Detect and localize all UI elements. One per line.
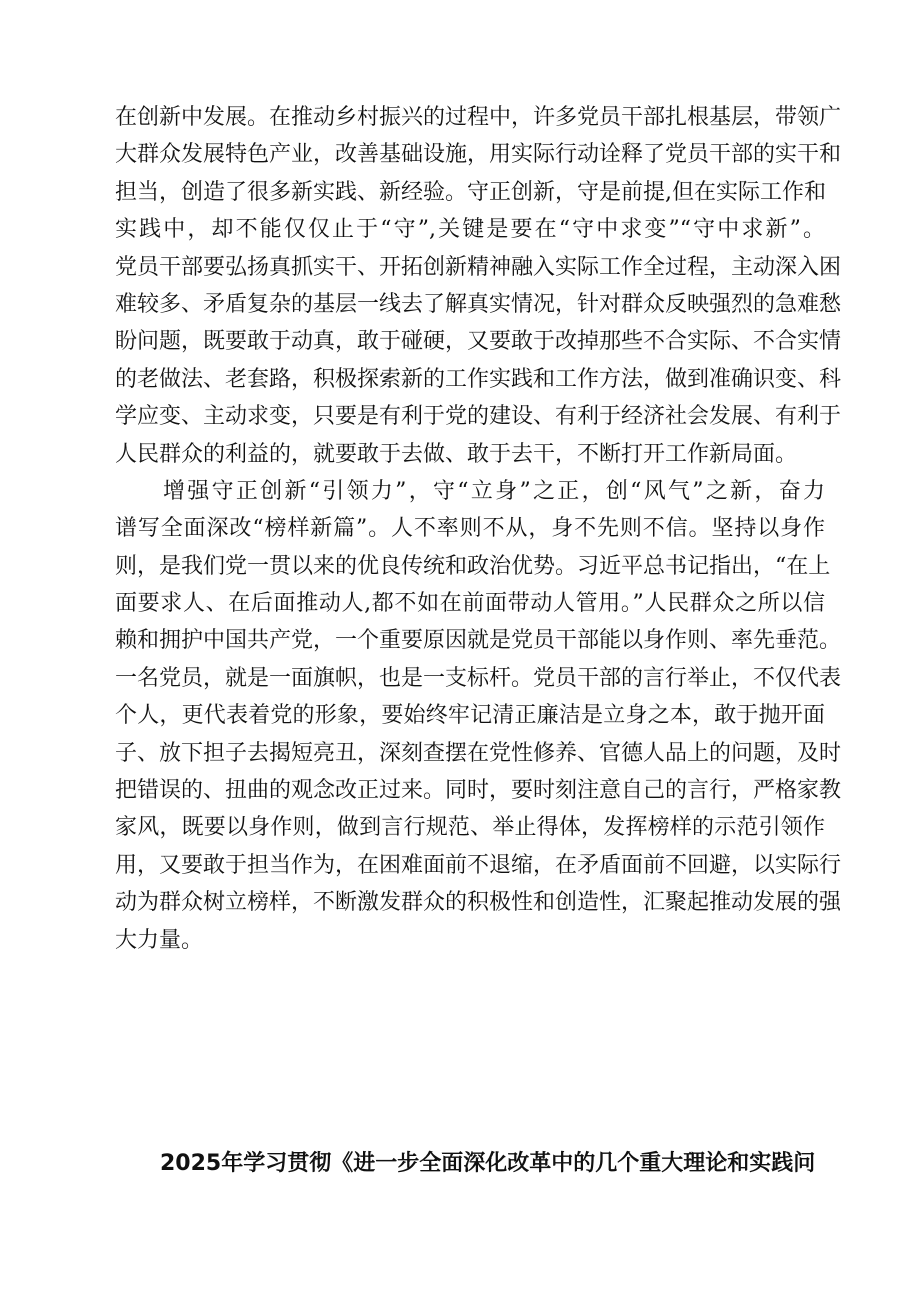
paragraph-line: 党员干部要弘扬真抓实干、开拓创新精神融入实际工作全过程，主动深入困 (115, 254, 842, 280)
paragraph-line: 难较多、矛盾复杂的基层一线去了解真实情况，针对群众反映强烈的急难愁 (115, 291, 842, 317)
paragraph-1 (115, 99, 842, 473)
paragraph-line: 一名党员，就是一面旗帜，也是一支标杆。党员干部的言行举止，不仅代表 (115, 665, 842, 691)
paragraph-line: 动为群众树立榜样，不断激发群众的积极性和创造性，汇聚起推动发展的强 (115, 890, 842, 916)
paragraph-line: 面要求人、在后面推动人,都不如在前面带动人管用。”人民群众之所以信 (115, 591, 825, 617)
paragraph-line: 大群众发展特色产业，改善基础设施，用实际行动诠释了党员干部的实干和 (115, 142, 842, 168)
paragraph-line: 人民群众的利益的，就要敢于去做、敢于去干，不断打开工作新局面。 (115, 441, 798, 467)
paragraph-line: 大力量。 (115, 927, 204, 953)
paragraph-line: 担当，创造了很多新实践、新经验。守正创新，守是前提,但在实际工作和 (115, 179, 826, 205)
paragraph-line: 把错误的、扭曲的观念改正过来。同时，要时刻注意自己的言行，严格家教 (115, 778, 842, 804)
paragraph-line: 则，是我们党一贯以来的优良传统和政治优势。习近平总书记指出，“在上 (115, 553, 831, 579)
paragraph-line: 个人，更代表着党的形象，要始终牢记清正廉洁是立身之本，敢于抛开面 (115, 703, 825, 729)
paragraph-line: 家风，既要以身作则，做到言行规范、举止得体，发挥榜样的示范引领作 (115, 815, 825, 841)
section-heading: 2025年学习贯彻《进一步全面深化改革中的几个重大理论和实践问 (160, 1151, 816, 1176)
body-text (115, 99, 842, 959)
paragraph-line: 赖和拥护中国共产党，一个重要原因就是党员干部能以身作则、率先垂范。 (115, 628, 842, 654)
paragraph-line: 子、放下担子去揭短亮丑，深刻查摆在党性修养、官德人品上的问题，及时 (115, 740, 842, 766)
paragraph-line: 增强守正创新“引领力”，守“立身”之正，创“风气”之新，奋力 (163, 478, 825, 504)
paragraph-line: 用，又要敢于担当作为，在困难面前不退缩，在矛盾面前不回避，以实际行 (115, 852, 842, 878)
paragraph-line: 在创新中发展。在推动乡村振兴的过程中，许多党员干部扎根基层，带领广 (115, 105, 842, 130)
paragraph-line: 学应变、主动求变，只要是有利于党的建设、有利于经济社会发展、有利于 (115, 404, 842, 430)
paragraph-line: 实践中，却不能仅仅止于“守”,关键是要在“守中求变”“守中求新”。 (115, 217, 825, 243)
paragraph-line: 的老做法、老套路，积极探索新的工作实践和工作方法，做到准确识变、科 (115, 366, 842, 392)
paragraph-line: 盼问题，既要敢于动真，敢于碰硬，又要敢于改掉那些不合实际、不合实情 (115, 329, 842, 355)
paragraph-line: 谱写全面深改“榜样新篇”。人不率则不从，身不先则不信。坚持以身作 (115, 516, 825, 542)
paragraph-2 (115, 473, 842, 959)
